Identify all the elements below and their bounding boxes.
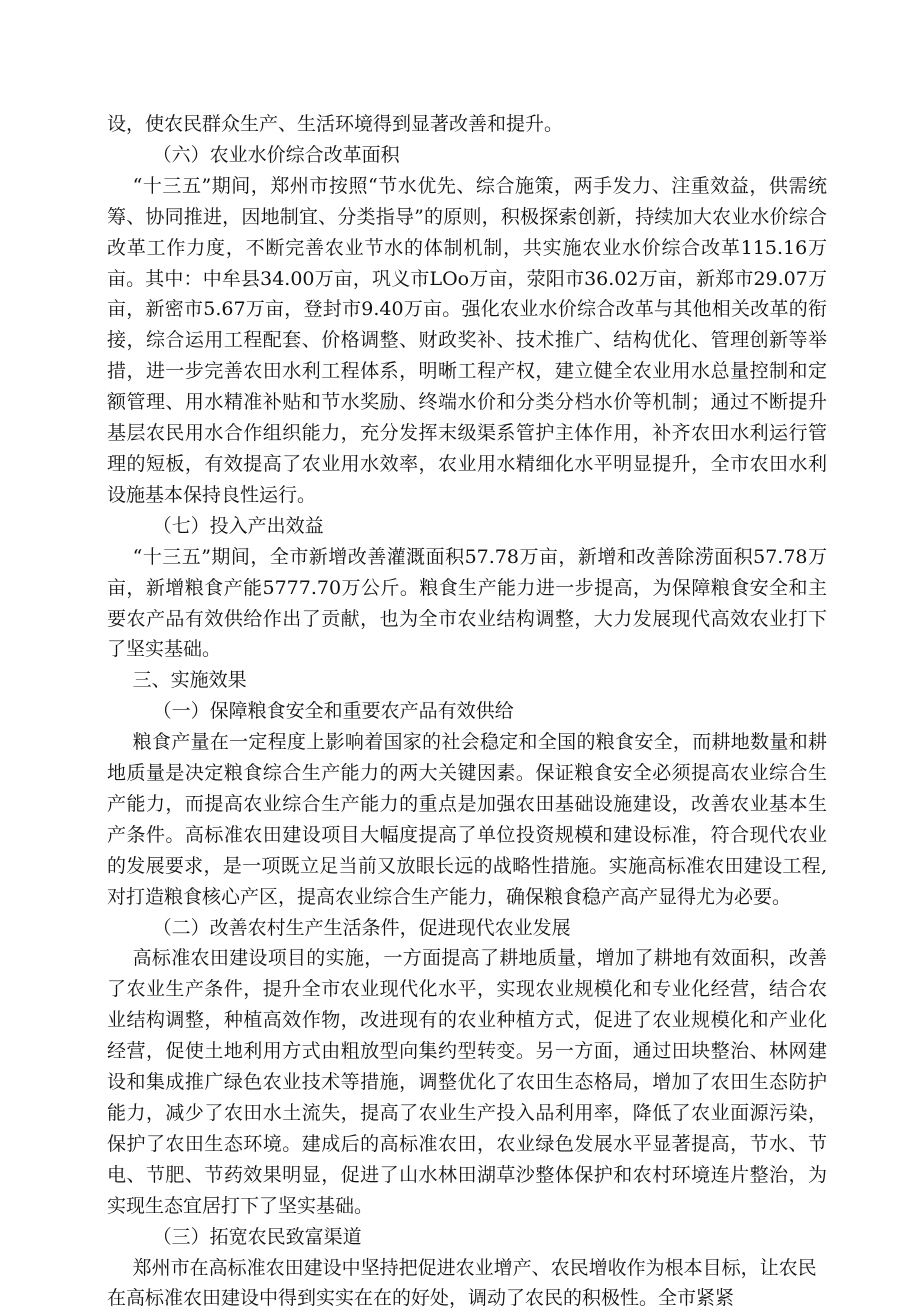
paragraph-water-price-reform: “十三五”期间，郑州市按照“节水优先、综合施策，两手发力、注重效益，供需统筹、协同推进，因地制宜、分类指导”的原则，积极探索创新，持续加大农业水价综合改革工作力度，不断完善农业节水的体制机制，共实施农业水价综合改革115.16万亩。其中：中牟县34.00万亩，巩义市LOo万亩，荥阳市36.02万亩，新郑市29.07万亩，新密市5.67万亩，登封市9.40万亩。强化农业水价综合改革与其他相关改革的衔接，综合运用工程配套、价格调整、财政奖补、技术推广、结构优化、管理创新等举措，进一步完善农田水利工程体系，明晰工程产权，建立健全农业用水总量控制和定额管理、用水精准补贴和节水奖励、终端水价和分类分档水价等机制；通过不断提升基层农民用水合作组织能力，充分发挥末级渠系管护主体作用，补齐农田水利运行管理的短板，有效提高了农业用水效率，农业用水精细化水平明显提升，全市农田水利设施基本保持良性运行。: [107, 174, 827, 506]
section-heading-implementation-effects: 三、实施效果: [132, 669, 247, 692]
section-heading-input-output-benefit: （七）投入产出效益: [152, 514, 324, 537]
paragraph-rural-conditions: 高标准农田建设项目的实施，一方面提高了耕地质量，增加了耕地有效面积，改善了农业生产条件，提升全市农业现代化水平，实现农业规模化和专业化经营，结合农业结构调整，种植高效作物，改进现有的农业种植方式，促进了农业规模化和产业化经营，促使土地利用方式由粗放型向集约型转变。另一方面，通过田块整治、林网建设和集成推广绿色农业技术等措施，调整优化了农田生态格局，增加了农田生态防护能力，减少了农田水土流失，提高了农业生产投入品利用率，降低了农业面源污染，保护了农田生态环境。建成后的高标准农田，农业绿色发展水平显著提高，节水、节电、节肥、节药效果明显，促进了山水林田湖草沙整体保护和农村环境连片整治，为实现生态宜居打下了坚实基础。: [107, 947, 827, 1217]
paragraph-input-output-benefit: “十三五”期间，全市新增改善灌溉面积57.78万亩，新增和改善除涝面积57.78万亩，新增粮食产能5777.70万公斤。粮食生产能力进一步提高，为保障粮食安全和主要农产品有效供给作出了贡献，也为全市农业结构调整，大力发展现代高效农业打下了坚实基础。: [107, 545, 827, 661]
section-heading-farmer-income: （三）拓宽农民致富渠道: [152, 1225, 362, 1248]
section-heading-rural-conditions: （二）改善农村生产生活条件，促进现代农业发展: [152, 916, 571, 939]
continuation-paragraph: 设，使农民群众生产、生活环境得到显著改善和提升。: [107, 113, 564, 135]
paragraph-food-security: 粮食产量在一定程度上影响着国家的社会稳定和全国的粮食安全，而耕地数量和耕地质量是决定粮食综合生产能力的两大关键因素。保证粮食安全必须提高农业综合生产能力，而提高农业综合生产能力的重点是加强农田基础设施建设，改善农业基本生产条件。高标准农田建设项目大幅度提高了单位投资规模和建设标准，符合现代农业的发展要求，是一项既立足当前又放眼长远的战略性措施。实施高标准农田建设工程,对打造粮食核心产区，提高农业综合生产能力，确保粮食稳产高产显得尤为必要。: [107, 731, 827, 908]
paragraph-farmer-income: 郑州市在高标准农田建设中坚持把促进农业增产、农民增收作为根本目标，让农民在高标准农田建设中得到实实在在的好处，调动了农民的积极性。全市紧紧: [107, 1256, 817, 1310]
section-heading-water-price-reform: （六）农业水价综合改革面积: [152, 143, 400, 166]
section-heading-food-security: （一）保障粮食安全和重要农产品有效供给: [152, 700, 514, 723]
document-page: [107, 109, 827, 1314]
